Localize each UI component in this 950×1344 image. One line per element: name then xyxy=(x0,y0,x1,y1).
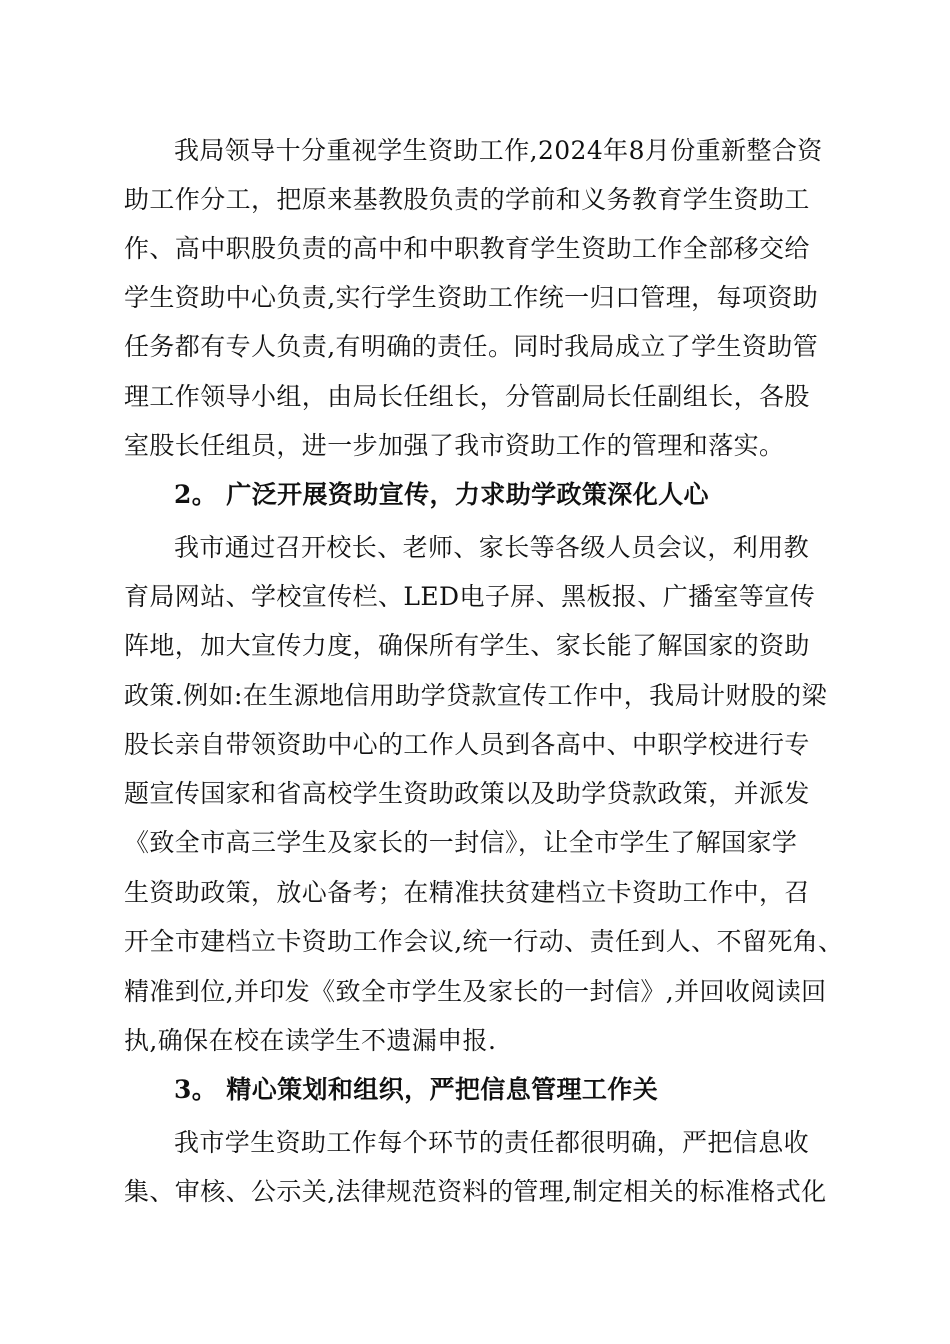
section-heading: 2。 广泛开展资助宣传，力求助学政策深化人心 xyxy=(174,480,709,509)
paragraph-line: 我市通过召开校长、老师、家长等各级人员会议，利用教 xyxy=(174,533,810,562)
paragraph-line: 室股长任组员，进一步加强了我市资助工作的管理和落实。 xyxy=(124,431,785,460)
paragraph-line: 题宣传国家和省高校学生资助政策以及助学贷款政策，并派发 xyxy=(124,779,810,808)
paragraph-line: 集、审核、公示关,法律规范资料的管理,制定相关的标准格式化 xyxy=(124,1177,827,1206)
section-heading: 3。 精心策划和组织，严把信息管理工作关 xyxy=(174,1075,659,1104)
paragraph-line: 学生资助中心负责,实行学生资助工作统一归口管理，每项资助 xyxy=(124,283,819,312)
paragraph-line: 任务都有专人负责,有明确的责任。同时我局成立了学生资助管 xyxy=(124,332,819,361)
paragraph-line: 生资助政策，放心备考；在精准扶贫建档立卡资助工作中，召 xyxy=(124,878,810,907)
paragraph-line: 作、高中职股负责的高中和中职教育学生资助工作全部移交给 xyxy=(124,234,810,263)
paragraph-line: 助工作分工，把原来基教股负责的学前和义务教育学生资助工 xyxy=(124,185,810,214)
paragraph-line: 执,确保在校在读学生不遗漏申报. xyxy=(124,1026,497,1055)
paragraph-line: 股长亲自带领资助中心的工作人员到各高中、中职学校进行专 xyxy=(124,730,810,759)
paragraph-line: 阵地，加大宣传力度，确保所有学生、家长能了解国家的资助 xyxy=(124,631,810,660)
paragraph-line: 《致全市高三学生及家长的一封信》，让全市学生了解国家学 xyxy=(124,828,798,857)
paragraph-line: 我市学生资助工作每个环节的责任都很明确，严把信息收 xyxy=(174,1128,810,1157)
paragraph-line: 开全市建档立卡资助工作会议,统一行动、责任到人、不留死角、 xyxy=(124,927,844,956)
paragraph-line: 我局领导十分重视学生资助工作,2024年8月份重新整合资 xyxy=(174,136,823,165)
paragraph-line: 政策.例如:在生源地信用助学贷款宣传工作中，我局计财股的梁 xyxy=(124,681,827,710)
paragraph-line: 理工作领导小组，由局长任组长，分管副局长任副组长，各股 xyxy=(124,382,810,411)
paragraph-line: 育局网站、学校宣传栏、LED电子屏、黑板报、广播室等宣传 xyxy=(124,582,816,611)
paragraph-line: 精准到位,并印发《致全市学生及家长的一封信》,并回收阅读回 xyxy=(124,977,827,1006)
